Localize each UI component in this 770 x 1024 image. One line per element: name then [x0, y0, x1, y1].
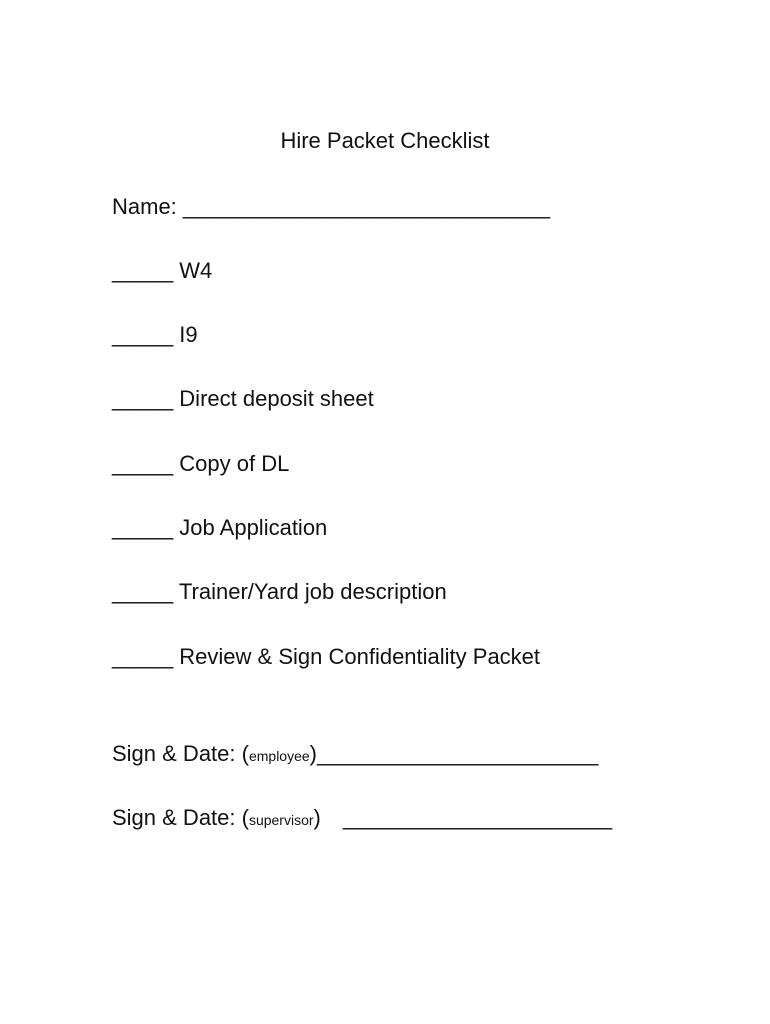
checklist-blank[interactable]: _____ — [112, 258, 180, 283]
supervisor-signature-blank[interactable]: ______________________ — [342, 805, 613, 830]
employee-signature-line — [112, 740, 598, 770]
signature-role: supervisor — [248, 812, 314, 828]
checklist-item-label: Job Application — [179, 515, 328, 540]
checklist-item — [112, 578, 447, 606]
checklist-blank[interactable]: _____ — [112, 644, 180, 669]
checklist-blank[interactable]: _____ — [112, 386, 180, 411]
checklist-item — [112, 643, 540, 671]
checklist-item — [112, 385, 374, 413]
checklist-item-label: Direct deposit sheet — [179, 386, 374, 411]
checklist-blank[interactable]: _____ — [112, 515, 180, 540]
checklist-item — [112, 321, 198, 349]
name-blank[interactable]: ______________________________ — [182, 194, 550, 219]
checklist-item — [112, 514, 327, 542]
checklist-blank[interactable]: _____ — [112, 451, 180, 476]
page-title: Hire Packet Checklist — [280, 128, 490, 153]
signature-close: ) — [309, 741, 317, 766]
name-line — [112, 193, 550, 221]
checklist-item-label: Trainer/Yard job description — [178, 579, 447, 604]
signature-label: Sign & Date: ( — [112, 805, 249, 830]
name-label: Name: — [112, 194, 183, 219]
checklist-item — [112, 450, 289, 478]
signature-role: employee — [248, 748, 310, 764]
checklist-item-label: W4 — [179, 258, 213, 283]
signature-label: Sign & Date: ( — [112, 741, 249, 766]
checklist-blank[interactable]: _____ — [112, 322, 180, 347]
checklist-item-label: Copy of DL — [179, 451, 290, 476]
supervisor-signature-line — [112, 804, 612, 834]
checklist-item-label: I9 — [179, 322, 198, 347]
signature-close: ) — [313, 805, 321, 830]
checklist-item-label: Review & Sign Confidentiality Packet — [179, 644, 541, 669]
employee-signature-blank[interactable]: _______________________ — [316, 741, 599, 766]
checklist-blank[interactable]: _____ — [112, 579, 179, 604]
checklist-item — [112, 257, 212, 285]
